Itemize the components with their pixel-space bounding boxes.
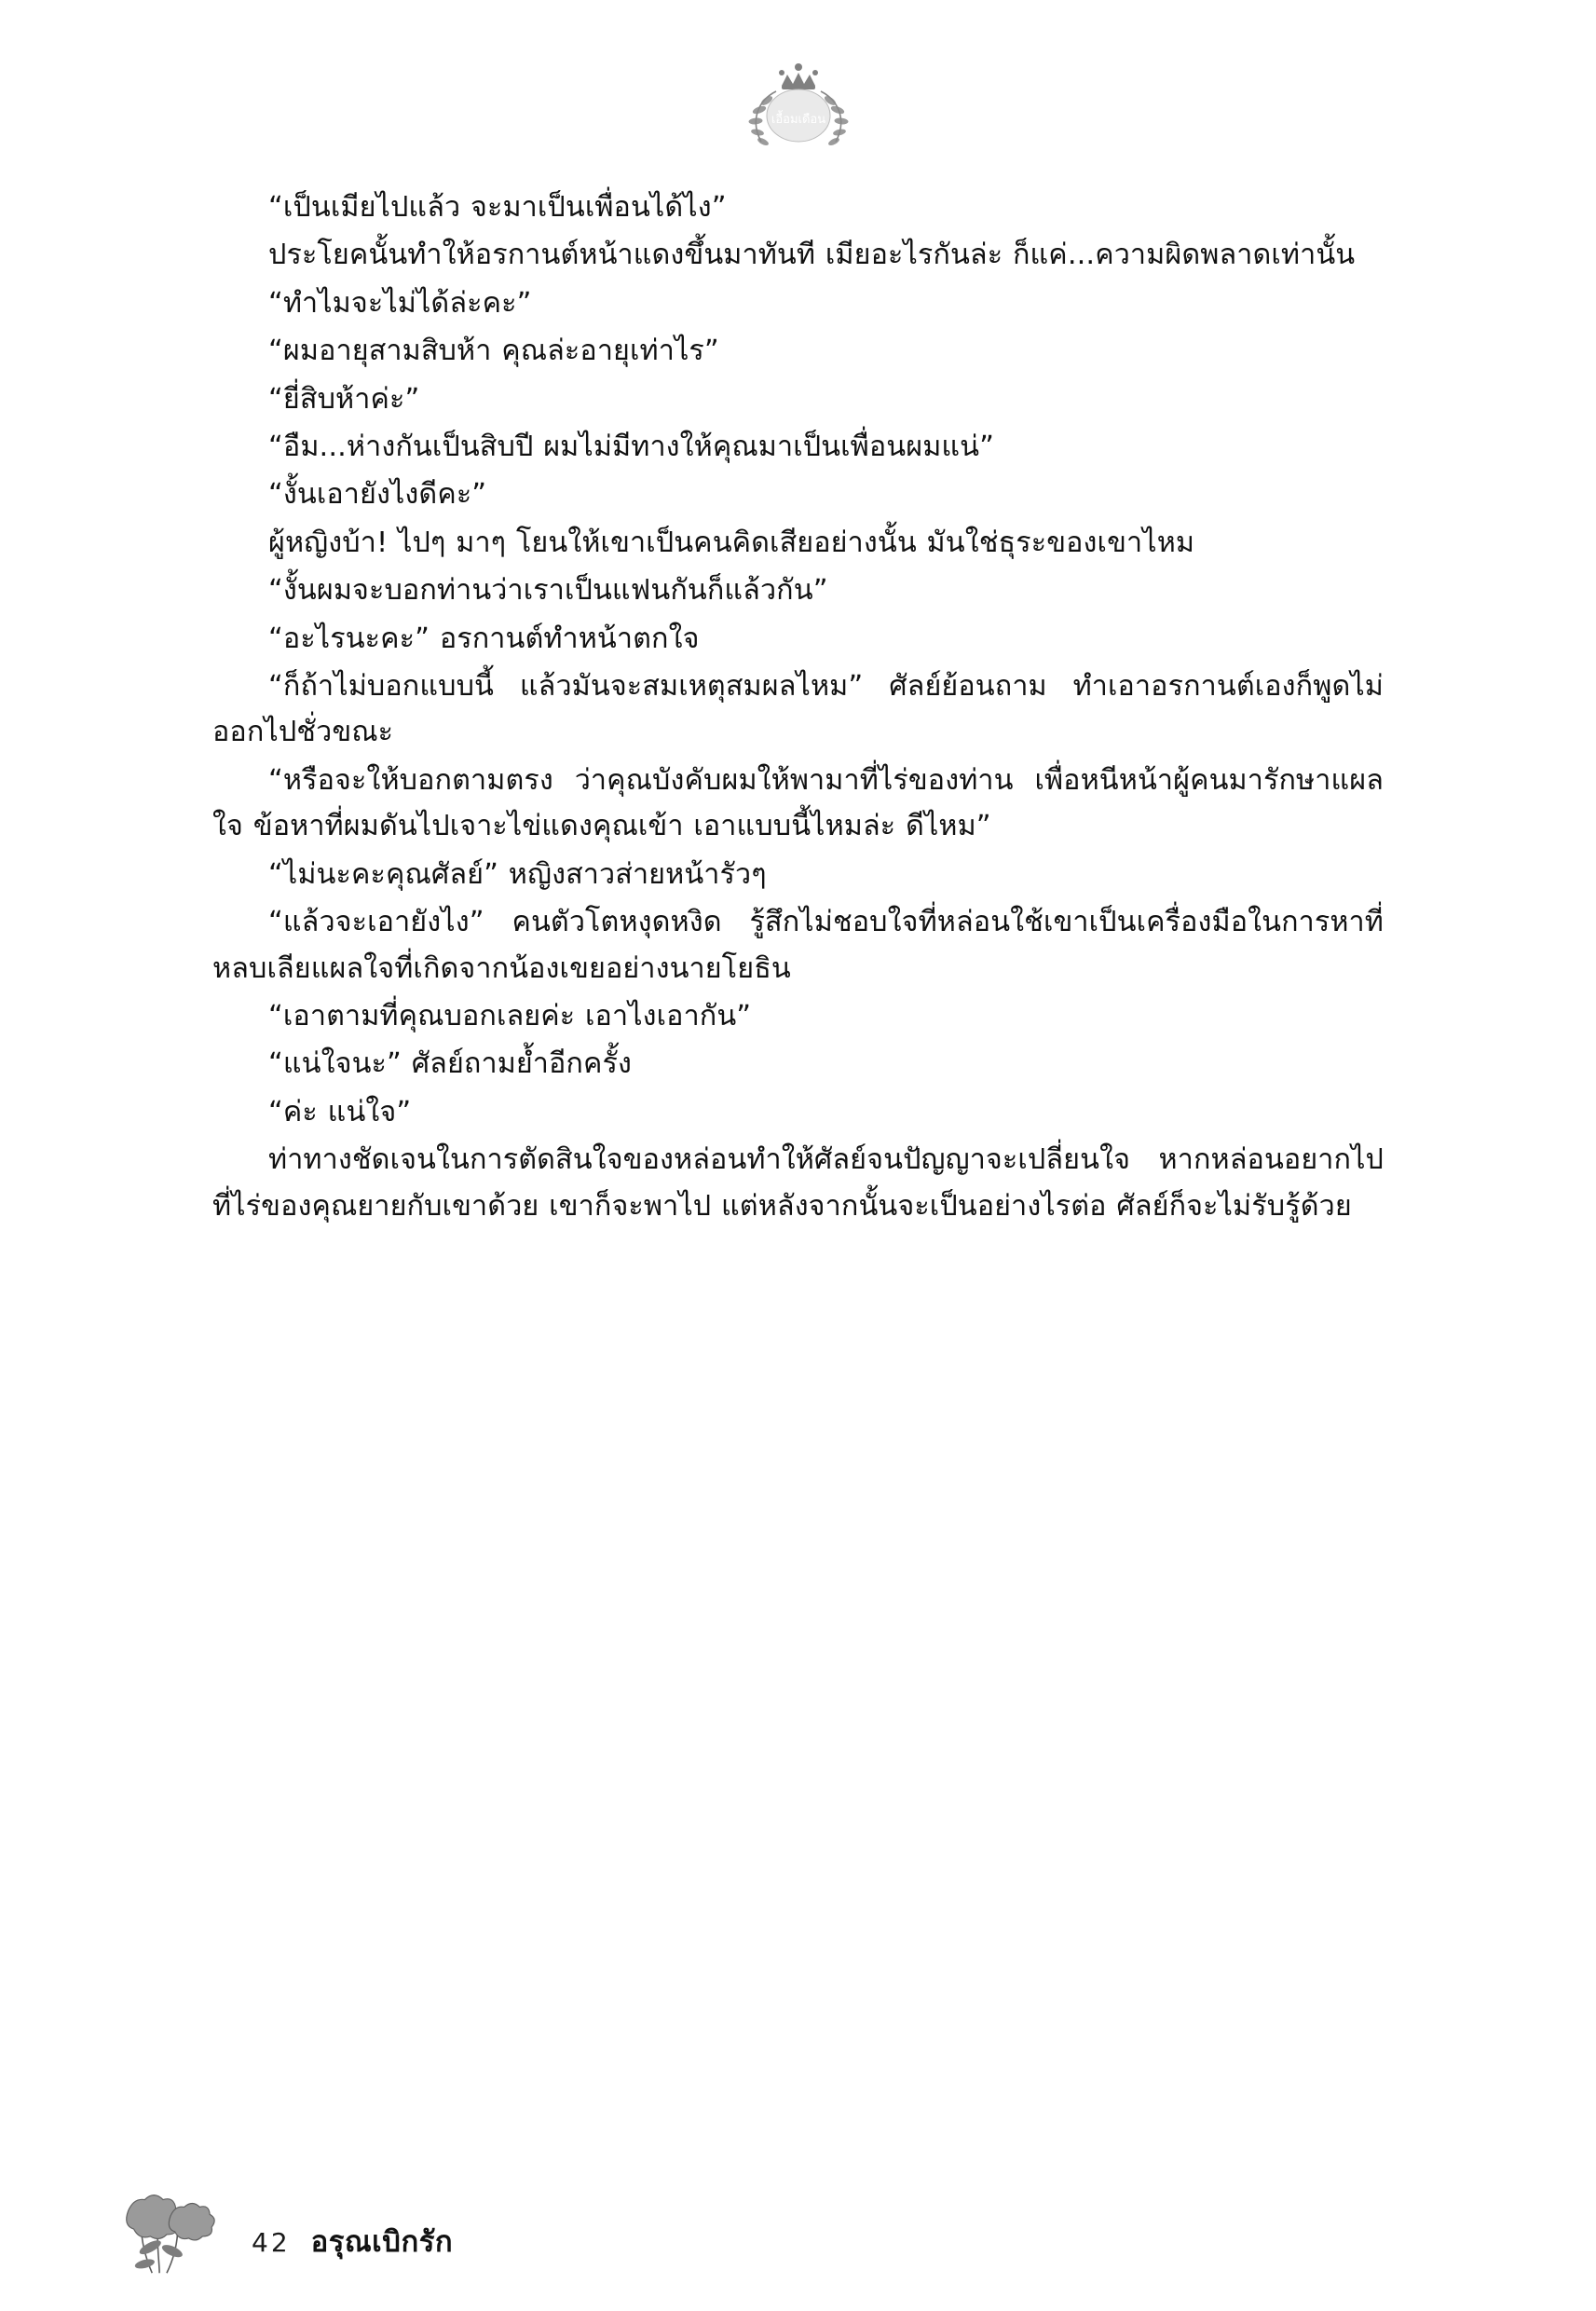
paragraph: “ยี่สิบห้าค่ะ” [268, 382, 420, 416]
page-footer [0, 2171, 1596, 2311]
paragraph: ท่าทางชัดเจนในการตัดสินใจของหล่อนทำให้ศัลย์จนปัญญาจะเปลี่ยนใจ หากหล่อนอยากไปที่ไร่ของคุณยายกับเขาด้วย เขาก็จะพาไป แต่หลังจากนั้นจะเป็นอย่างไรต่อ ศัลย์ก็จะไม่รับรู้ด้วย [212, 1143, 1384, 1223]
paragraph: “เป็นเมียไปแล้ว จะมาเป็นเพื่อนได้ไง” [268, 191, 727, 224]
page-content [0, 175, 1596, 2171]
paragraph: “เอาตามที่คุณบอกเลยค่ะ เอาไงเอากัน” [268, 999, 752, 1032]
paragraph: “ไม่นะคะคุณศัลย์” หญิงสาวส่ายหน้ารัวๆ [268, 857, 767, 891]
paragraph: “งั้นผมจะบอกท่านว่าเราเป็นแฟนกันก็แล้วกัน” [268, 574, 828, 608]
paragraph: “แล้วจะเอายังไง” คนตัวโตหงุดหงิด รู้สึกไม่ชอบใจที่หล่อนใช้เขาเป็นเครื่องมือในการหาที่หลบเลียแผลใจที่เกิดจากน้องเขยอย่างนายโยธิน [212, 906, 1384, 985]
paragraph: “อืม...ห่างกันเป็นสิบปี ผมไม่มีทางให้คุณมาเป็นเพื่อนผมแน่” [268, 431, 995, 464]
ornament-script-text: เอื้อมเดือน [771, 113, 825, 127]
footer-text [252, 2218, 453, 2264]
paragraph: ประโยคนั้นทำให้อรกานต์หน้าแดงขึ้นมาทันที เมียอะไรกันล่ะ ก็แค่...ความผิดพลาดเท่านั้น [268, 239, 1356, 272]
paragraph: “แน่ใจนะ” ศัลย์ถามย้ำอีกครั้ง [268, 1047, 632, 1081]
paragraph: “ค่ะ แน่ใจ” [268, 1095, 412, 1128]
paragraph: ผู้หญิงบ้า! ไปๆ มาๆ โยนให้เขาเป็นคนคิดเสียอย่างนั้น มันใช่ธุระของเขาไหม [268, 526, 1195, 559]
header-ornament [0, 45, 1596, 175]
paragraph: “ผมอายุสามสิบห้า คุณล่ะอายุเท่าไร” [268, 335, 719, 368]
page-number: 42 [252, 2227, 291, 2258]
carnation-flowers-icon [110, 2182, 220, 2280]
paragraph: “งั้นเอายังไงดีคะ” [268, 478, 487, 512]
paragraph: “ทำไมจะไม่ได้ล่ะคะ” [268, 286, 532, 320]
paragraph: “หรือจะให้บอกตามตรง ว่าคุณบังคับผมให้พามาที่ไร่ของท่าน เพื่อหนีหน้าผู้คนมารักษาแผลใจ ข้อหาที่ผมดันไปเจาะไข่แดงคุณเข้า เอาแบบนี้ไหมล่ะ ดีไหม” [212, 763, 1384, 843]
crown-laurel-ornament-icon [696, 54, 901, 166]
ornament-wrap [691, 49, 906, 171]
book-title: อรุณเบิกรัก [310, 2225, 454, 2259]
paragraph: “อะไรนะคะ” อรกานต์ทำหน้าตกใจ [268, 622, 700, 655]
paragraph: “ก็ถ้าไม่บอกแบบนี้ แล้วมันจะสมเหตุสมผลไหม” ศัลย์ย้อนถาม ทำเอาอรกานต์เองก็พูดไม่ออกไปชั่วขณะ [212, 670, 1384, 749]
